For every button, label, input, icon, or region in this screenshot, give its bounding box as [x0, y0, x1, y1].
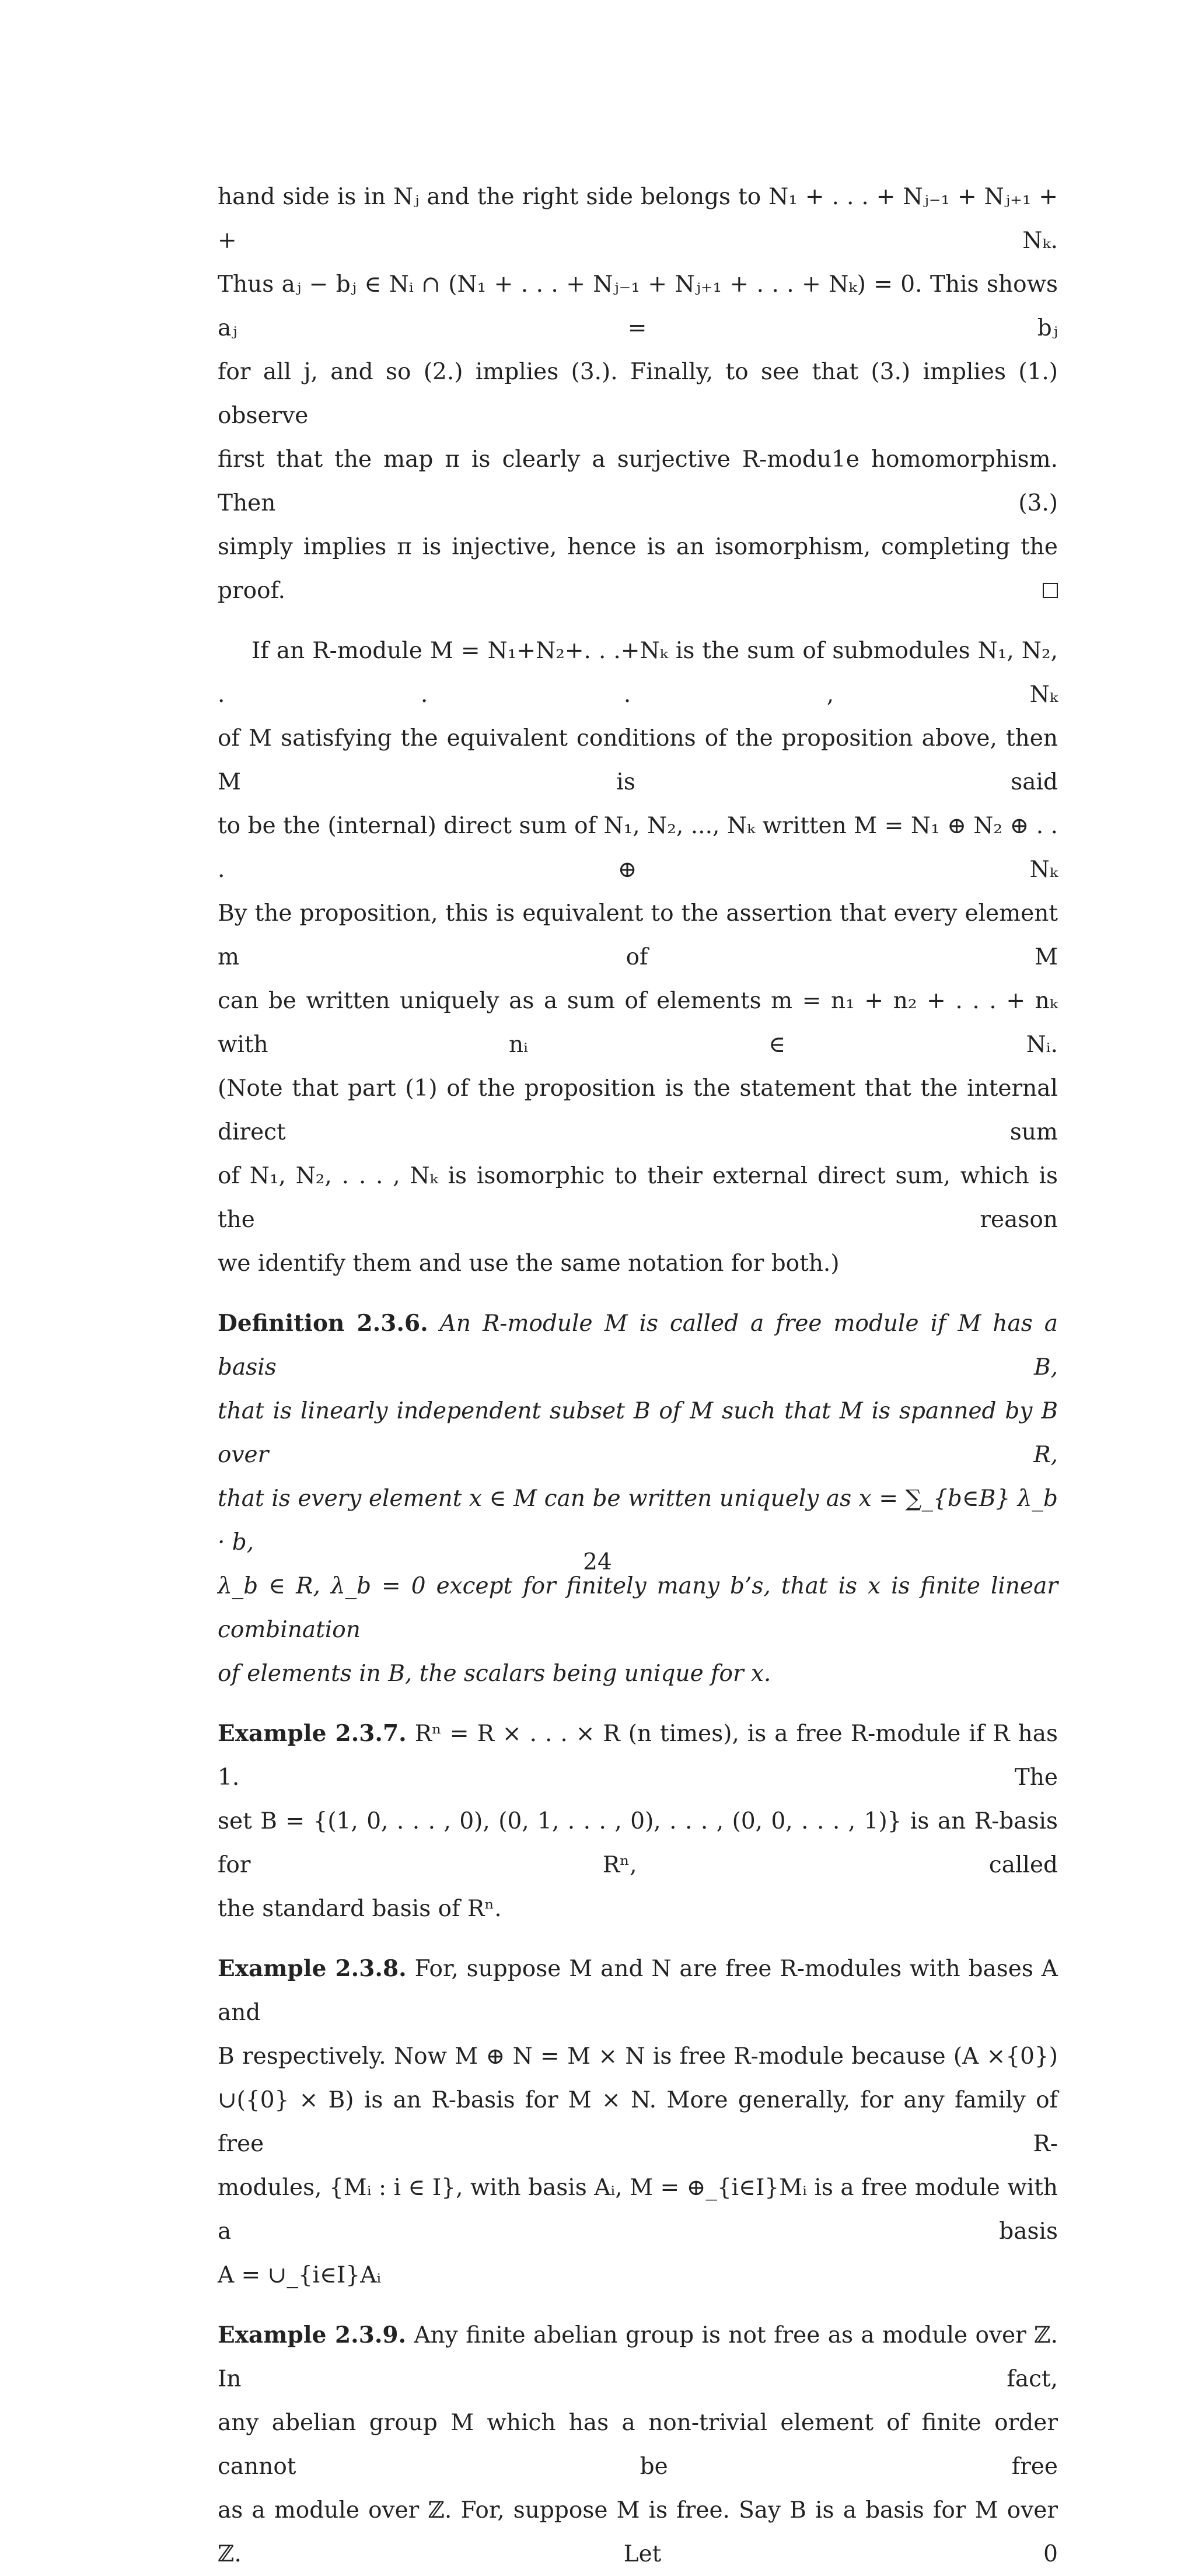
definition-2-3-6	[218, 1302, 1058, 1696]
text-line: (Note that part (1) of the proposition is the statement that the internal direct sum	[218, 1075, 1058, 1145]
text-line: ∪({0} × B) is an R-basis for M × N. More generally, for any family of free R-	[218, 2087, 1058, 2157]
text-line-last	[218, 525, 1058, 613]
text-line: first that the map π is clearly a surjective R-modu1e homomorphism. Then (3.)	[218, 446, 1058, 516]
direct-sum-paragraph	[218, 629, 1058, 1285]
text-line: B respectively. Now M ⊕ N = M × N is free R-module because (A ×{0})	[218, 2043, 1058, 2070]
definition-text: An R-module M is called a free module if M has a basis B,	[218, 1310, 1058, 1380]
qed-square-icon	[1043, 583, 1058, 598]
definition-heading: Definition 2.3.6.	[218, 1310, 428, 1337]
text-line: If an R-module M = N₁+N₂+. . .+Nₖ is the sum of submodules N₁, N₂, . . . , Nₖ	[218, 638, 1058, 708]
text-line: set B = {(1, 0, . . . , 0), (0, 1, . . . , 0), . . . , (0, 0, . . . , 1)} is an R-basis for Rⁿ, called	[218, 1808, 1058, 1878]
page-number: 24	[583, 1549, 612, 1575]
example-heading: Example 2.3.7.	[218, 1720, 407, 1747]
text-line	[218, 1947, 1058, 2035]
example-text: Rⁿ = R × . . . × R (n times), is a free R-module if R has 1. The	[218, 1721, 1058, 1791]
text-line: we identify them and use the same notation for both.)	[218, 1250, 840, 1277]
text-line: λ_b ∈ R, λ_b = 0 except for finitely many b’s, that is x is finite linear combination	[218, 1573, 1058, 1643]
text-line: as a module over ℤ. For, suppose M is free. Say B is a basis for M over ℤ. Let 0	[218, 2497, 1058, 2567]
example-heading: Example 2.3.8.	[218, 1955, 407, 1982]
text-line: the standard basis of Rⁿ.	[218, 1896, 502, 1922]
example-2-3-7	[218, 1712, 1058, 1931]
text-line: hand side is in Nⱼ and the right side belongs to N₁ + . . . + Nⱼ₋₁ + Nⱼ₊₁ + + Nₖ.	[218, 184, 1058, 254]
example-heading: Example 2.3.9.	[218, 2322, 407, 2348]
text-line	[218, 2313, 1058, 2401]
page-content	[218, 175, 1058, 2576]
text-line: that is every element x ∈ M can be written uniquely as x = ∑_{b∈B} λ_b · b,	[218, 1486, 1058, 1556]
text-line: A = ∪_{i∈I}Aᵢ	[218, 2262, 382, 2288]
text-line: that is linearly independent subset B of M such that M is spanned by B over R,	[218, 1398, 1058, 1468]
text-line: Thus aⱼ − bⱼ ∈ Nᵢ ∩ (N₁ + . . . + Nⱼ₋₁ + Nⱼ₊₁ + . . . + Nₖ) = 0. This shows aⱼ = bⱼ	[218, 271, 1058, 341]
text-line: any abelian group M which has a non-trivial element of finite order cannot be free	[218, 2410, 1058, 2480]
text-line: By the proposition, this is equivalent to the assertion that every element m of M	[218, 900, 1058, 970]
text-line: modules, {Mᵢ : i ∈ I}, with basis Aᵢ, M = ⊕_{i∈I}Mᵢ is a free module with a basis	[218, 2175, 1058, 2245]
proof-continuation	[218, 175, 1058, 613]
text-line: to be the (internal) direct sum of N₁, N₂, ..., Nₖ written M = N₁ ⊕ N₂ ⊕ . . . ⊕ Nₖ	[218, 813, 1058, 883]
example-text: Any finite abelian group is not free as a module over ℤ. In fact,	[218, 2322, 1058, 2392]
text-line: of elements in B, the scalars being unique for x.	[218, 1661, 771, 1687]
text-line: can be written uniquely as a sum of elements m = n₁ + n₂ + . . . + nₖ with nᵢ ∈ Nᵢ.	[218, 988, 1058, 1058]
example-text: For, suppose M and N are free R-modules with bases A and	[218, 1956, 1058, 2026]
text-line	[218, 1302, 1058, 1389]
text-line: simply implies π is injective, hence is an isomorphism, completing the proof.	[218, 534, 1058, 604]
text-line	[218, 1712, 1058, 1799]
text-line: of N₁, N₂, . . . , Nₖ is isomorphic to their external direct sum, which is the reason	[218, 1163, 1058, 1233]
text-line: of M satisfying the equivalent conditions of the proposition above, then M is said	[218, 725, 1058, 795]
example-2-3-8	[218, 1947, 1058, 2297]
example-2-3-9	[218, 2313, 1058, 2576]
text-line: for all j, and so (2.) implies (3.). Finally, to see that (3.) implies (1.) observe	[218, 359, 1058, 429]
